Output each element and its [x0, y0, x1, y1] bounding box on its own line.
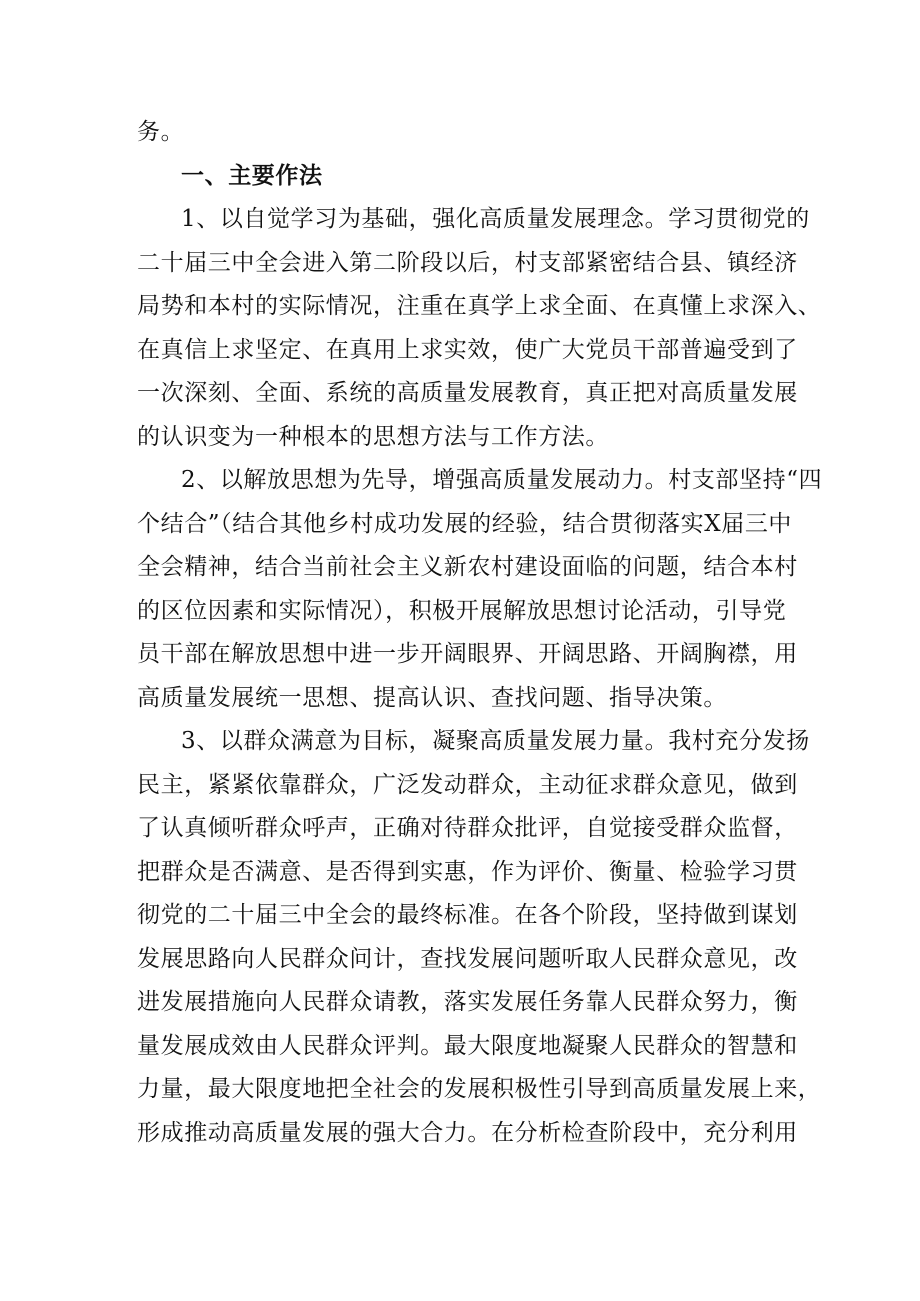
paragraph-line: 发展思路向人民群众问计，查找发展问题听取人民群众意见，改 — [137, 946, 798, 972]
paragraph-line: 量发展成效由人民群众评判。最大限度地凝聚人民群众的智慧和 — [137, 1033, 798, 1059]
paragraph-line: 在真信上求坚定、在真用上求实效，使广大党员干部普遍受到了 — [137, 337, 798, 363]
paragraph-line: 形成推动高质量发展的强大合力。在分析检查阶段中，充分利用 — [137, 1120, 798, 1146]
paragraph-line: 2、以解放思想为先导，增强高质量发展动力。村支部坚持“四 — [181, 467, 823, 493]
paragraph-line: 高质量发展统一思想、提高认识、查找问题、指导决策。 — [137, 685, 727, 711]
paragraph-line: 的认识变为一种根本的思想方法与工作方法。 — [137, 424, 609, 450]
paragraph-line: 员干部在解放思想中进一步开阔眼界、开阔思路、开阔胸襟，用 — [137, 641, 798, 667]
paragraph-line: 民主，紧紧依靠群众，广泛发动群众，主动征求群众意见，做到 — [137, 772, 798, 798]
paragraph-line: 力量，最大限度地把全社会的发展积极性引导到高质量发展上来， — [137, 1076, 822, 1102]
paragraph-line: 全会精神，结合当前社会主义新农村建设面临的问题，结合本村 — [137, 554, 798, 580]
paragraph-line: 了认真倾听群众呼声，正确对待群众批评，自觉接受群众监督， — [137, 815, 798, 841]
section-heading: 一、主要作法 — [181, 163, 323, 189]
paragraph-line: 3、以群众满意为目标，凝聚高质量发展力量。我村充分发扬 — [181, 728, 810, 754]
paragraph-line: 1、以自觉学习为基础，强化高质量发展理念。学习贯彻党的 — [181, 206, 810, 232]
paragraph-line: 二十届三中全会进入第二阶段以后，村支部紧密结合县、镇经济 — [137, 250, 798, 276]
paragraph-line: 把群众是否满意、是否得到实惠，作为评价、衡量、检验学习贯 — [137, 859, 798, 885]
paragraph-line: 进发展措施向人民群众请教，落实发展任务靠人民群众努力，衡 — [137, 989, 798, 1015]
paragraph-line: 局势和本村的实际情况，注重在真学上求全面、在真懂上求深入、 — [137, 293, 822, 319]
paragraph-line: 的区位因素和实际情况），积极开展解放思想讨论活动，引导党 — [137, 598, 787, 624]
continuation-line: 务。 — [137, 119, 185, 145]
paragraph-line: 个结合”（结合其他乡村成功发展的经验，结合贯彻落实X届三中 — [137, 511, 793, 537]
paragraph-line: 一次深刻、全面、系统的高质量发展教育，真正把对高质量发展 — [137, 380, 798, 406]
paragraph-line: 彻党的二十届三中全会的最终标准。在各个阶段，坚持做到谋划 — [137, 902, 798, 928]
